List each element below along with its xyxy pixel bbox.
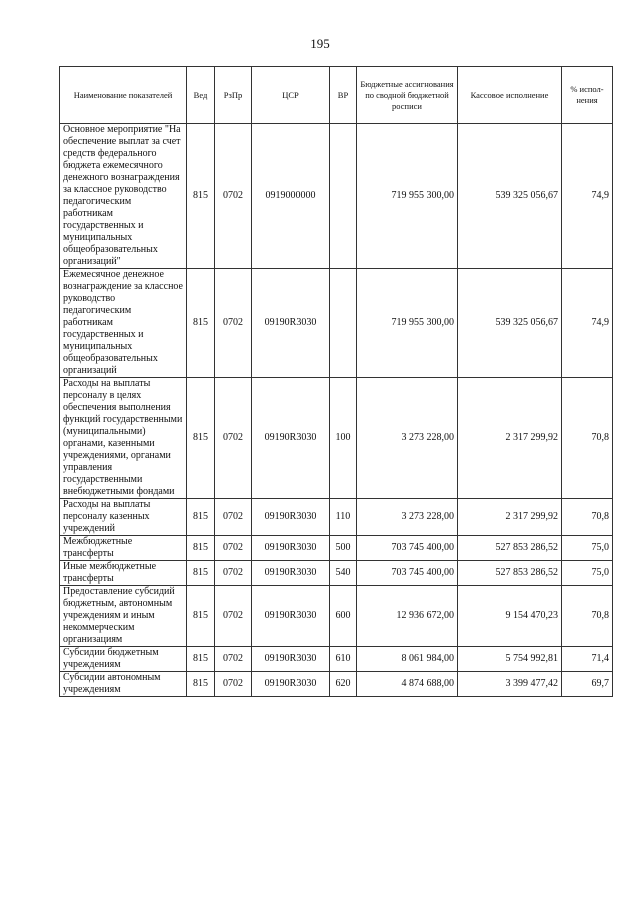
table-row [60, 672, 613, 697]
table-header-row [60, 67, 613, 124]
row-assignments: 12 936 672,00 [357, 586, 458, 647]
row-percent: 70,8 [562, 499, 613, 536]
row-cash: 3 399 477,42 [458, 672, 562, 697]
header-vr: ВР [330, 67, 357, 124]
row-rzpr: 0702 [215, 378, 252, 499]
row-assignments: 719 955 300,00 [357, 124, 458, 269]
row-cash: 2 317 299,92 [458, 378, 562, 499]
row-cash: 539 325 056,67 [458, 124, 562, 269]
table-row [60, 536, 613, 561]
row-csr: 09190R3030 [252, 536, 330, 561]
row-rzpr: 0702 [215, 269, 252, 378]
row-cash: 2 317 299,92 [458, 499, 562, 536]
row-assignments: 703 745 400,00 [357, 561, 458, 586]
row-ved: 815 [187, 124, 215, 269]
row-percent: 71,4 [562, 647, 613, 672]
budget-execution-table [59, 66, 613, 697]
row-percent: 74,9 [562, 269, 613, 378]
row-csr: 0919000000 [252, 124, 330, 269]
row-percent: 75,0 [562, 536, 613, 561]
table-row [60, 586, 613, 647]
header-csr: ЦСР [252, 67, 330, 124]
row-rzpr: 0702 [215, 586, 252, 647]
row-csr: 09190R3030 [252, 672, 330, 697]
row-assignments: 4 874 688,00 [357, 672, 458, 697]
row-cash: 9 154 470,23 [458, 586, 562, 647]
table-row [60, 647, 613, 672]
row-ved: 815 [187, 378, 215, 499]
row-vr: 500 [330, 536, 357, 561]
row-percent: 70,8 [562, 378, 613, 499]
row-vr: 540 [330, 561, 357, 586]
row-vr: 110 [330, 499, 357, 536]
header-rzpr: РзПр [215, 67, 252, 124]
row-rzpr: 0702 [215, 499, 252, 536]
table-row [60, 269, 613, 378]
row-ved: 815 [187, 561, 215, 586]
header-assignments: Бюджетные ассигнования по сводной бюджетной росписи [357, 67, 458, 124]
row-csr: 09190R3030 [252, 269, 330, 378]
header-cash: Кассовое исполнение [458, 67, 562, 124]
row-vr [330, 124, 357, 269]
row-name: Ежемесячное денежное вознаграждение за классное руководство педагогическим работникам государственных и муниципальных общеобразовательных организаций [60, 269, 187, 378]
row-cash: 539 325 056,67 [458, 269, 562, 378]
header-name: Наименование показателей [60, 67, 187, 124]
row-cash: 5 754 992,81 [458, 647, 562, 672]
row-rzpr: 0702 [215, 536, 252, 561]
row-name: Субсидии автономным учреждениям [60, 672, 187, 697]
row-cash: 527 853 286,52 [458, 536, 562, 561]
row-ved: 815 [187, 269, 215, 378]
row-rzpr: 0702 [215, 672, 252, 697]
row-ved: 815 [187, 672, 215, 697]
row-assignments: 8 061 984,00 [357, 647, 458, 672]
row-csr: 09190R3030 [252, 586, 330, 647]
row-csr: 09190R3030 [252, 378, 330, 499]
row-name: Основное мероприятие "На обеспечение выплат за счет средств федерального бюджета ежемесячного денежного вознаграждения за классное руководство педагогическим работникам государственных и муниципальных общеобразовательных организаций" [60, 124, 187, 269]
table-row [60, 378, 613, 499]
row-rzpr: 0702 [215, 561, 252, 586]
row-csr: 09190R3030 [252, 647, 330, 672]
row-ved: 815 [187, 647, 215, 672]
row-cash: 527 853 286,52 [458, 561, 562, 586]
row-name: Расходы на выплаты персоналу в целях обеспечения выполнения функций государственными (муниципальными) органами, казенными учреждениями, органами управления государственными внебюджетными фондами [60, 378, 187, 499]
row-percent: 69,7 [562, 672, 613, 697]
row-assignments: 3 273 228,00 [357, 499, 458, 536]
row-assignments: 3 273 228,00 [357, 378, 458, 499]
row-percent: 75,0 [562, 561, 613, 586]
row-name: Межбюджетные трансферты [60, 536, 187, 561]
row-percent: 70,8 [562, 586, 613, 647]
row-vr: 610 [330, 647, 357, 672]
table-row [60, 499, 613, 536]
row-name: Субсидии бюджетным учреждениям [60, 647, 187, 672]
row-csr: 09190R3030 [252, 499, 330, 536]
row-assignments: 703 745 400,00 [357, 536, 458, 561]
row-name: Расходы на выплаты персоналу казенных учреждений [60, 499, 187, 536]
header-ved: Вед [187, 67, 215, 124]
row-vr: 600 [330, 586, 357, 647]
row-name: Предоставление субсидий бюджетным, автономным учреждениям и иным некоммерческим организациям [60, 586, 187, 647]
table-row [60, 561, 613, 586]
row-ved: 815 [187, 586, 215, 647]
row-name: Иные межбюджетные трансферты [60, 561, 187, 586]
table-row [60, 124, 613, 269]
row-percent: 74,9 [562, 124, 613, 269]
row-vr: 620 [330, 672, 357, 697]
row-vr: 100 [330, 378, 357, 499]
page-number: 195 [310, 36, 330, 51]
row-csr: 09190R3030 [252, 561, 330, 586]
row-assignments: 719 955 300,00 [357, 269, 458, 378]
row-rzpr: 0702 [215, 647, 252, 672]
header-percent: % испол-нения [562, 67, 613, 124]
row-ved: 815 [187, 536, 215, 561]
row-ved: 815 [187, 499, 215, 536]
row-vr [330, 269, 357, 378]
row-rzpr: 0702 [215, 124, 252, 269]
